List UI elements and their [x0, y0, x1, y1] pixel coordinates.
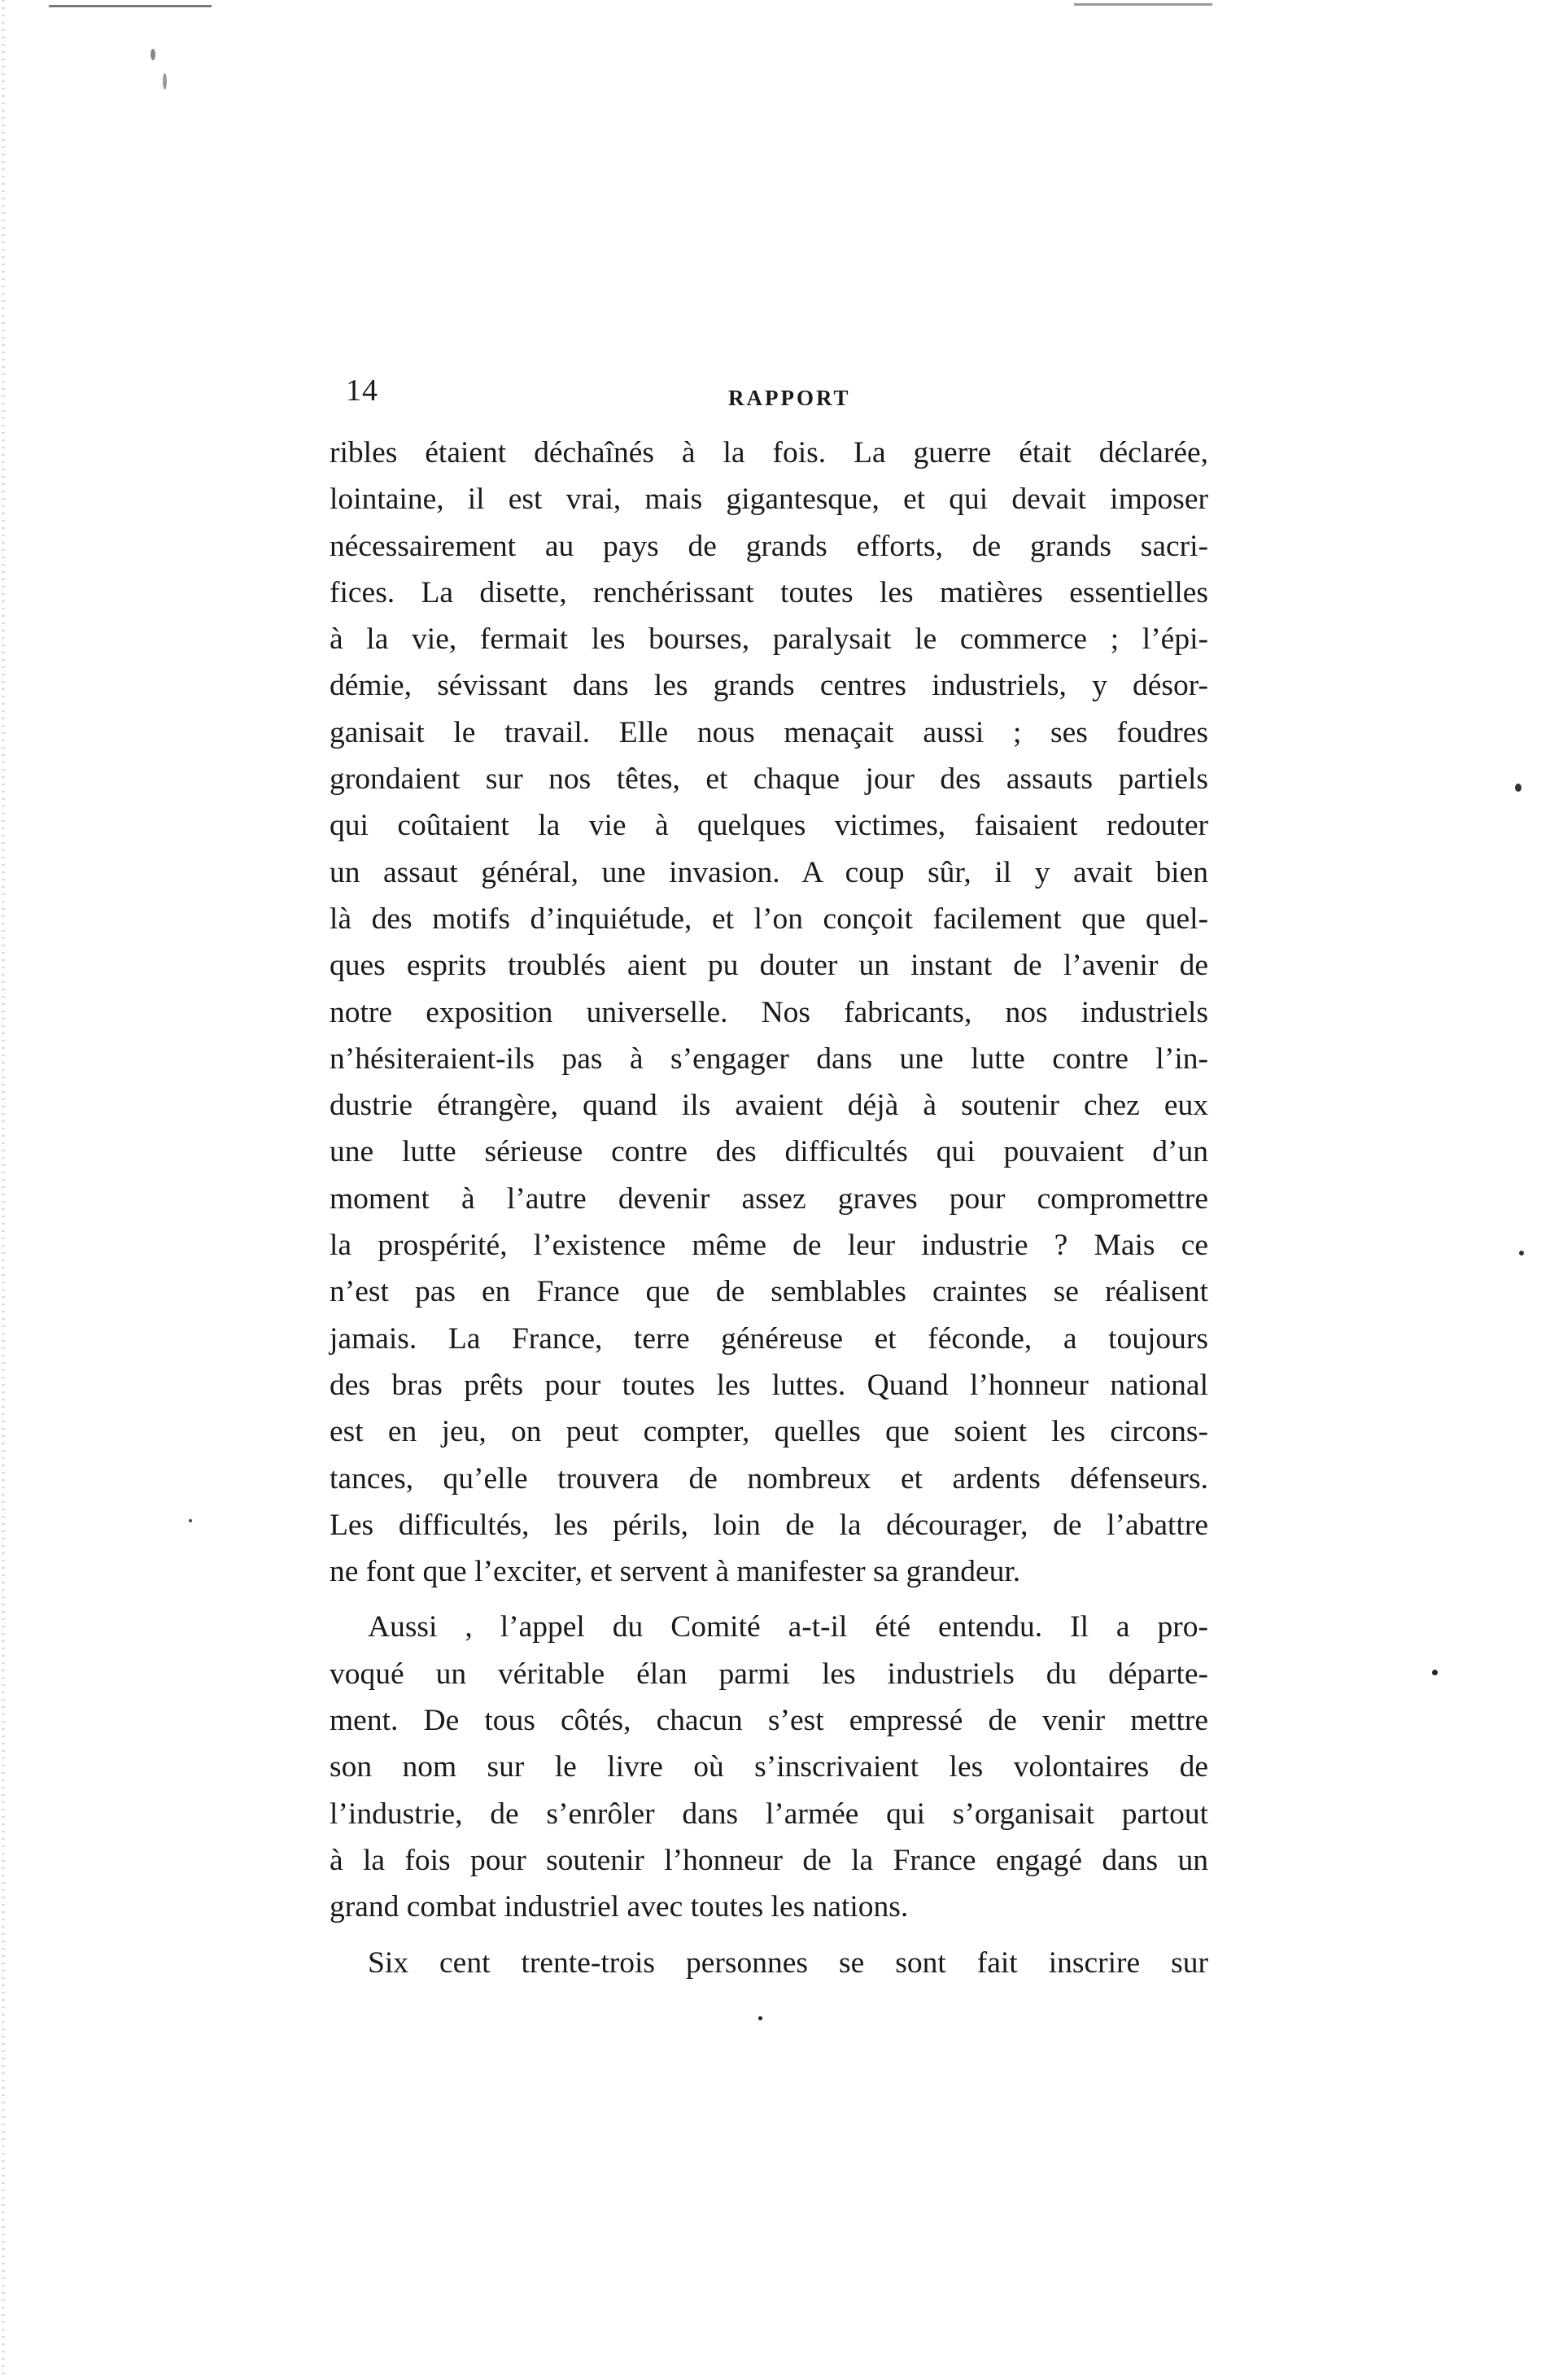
- text-line: ment. De tous côtés, chacun s’est empressé de venir mettre: [330, 1704, 1208, 1738]
- paragraph-gap: [330, 1595, 1208, 1604]
- text-line: qui coûtaient la vie à quelques victimes, faisaient redouter: [330, 809, 1208, 843]
- scan-speck: [1519, 1251, 1524, 1256]
- scan-speck: [758, 2016, 762, 2020]
- text-line: démie, sévissant dans les grands centres industriels, y désor-: [330, 669, 1208, 703]
- text-line: des bras prêts pour toutes les luttes. Quand l’honneur national: [330, 1368, 1208, 1402]
- text-line: est en jeu, on peut compter, quelles que soient les circons-: [330, 1415, 1208, 1449]
- paragraph: [330, 1604, 1208, 1930]
- scan-speck: [151, 49, 155, 60]
- text-line: l’industrie, de s’enrôler dans l’armée qui s’organisait partout: [330, 1797, 1208, 1831]
- paragraph: [330, 430, 1208, 1595]
- text-line: n’hésiteraient-ils pas à s’engager dans une lutte contre l’in-: [330, 1042, 1208, 1076]
- text-line: ques esprits troublés aient pu douter un instant de l’avenir de: [330, 949, 1208, 983]
- scan-speck: [49, 5, 212, 7]
- text-line: notre exposition universelle. Nos fabricants, nos industriels: [330, 995, 1208, 1029]
- body-text: [330, 430, 1208, 1986]
- text-line: nécessairement au pays de grands efforts, de grands sacri-: [330, 529, 1208, 563]
- text-line: là des motifs d’inquiétude, et l’on conçoit facilement que quel-: [330, 902, 1208, 936]
- scan-speck: [1074, 3, 1212, 6]
- text-line: tances, qu’elle trouvera de nombreux et ardents défenseurs.: [330, 1461, 1208, 1496]
- text-line: ribles étaient déchaînés à la fois. La guerre était déclarée,: [330, 436, 1208, 469]
- scan-speck: [189, 1519, 192, 1522]
- scan-speck: [163, 73, 167, 90]
- scan-speck: [1432, 1670, 1438, 1675]
- text-line: n’est pas en France que de semblables craintes se réalisent: [330, 1275, 1208, 1309]
- left-edge-scan-noise: [2, 0, 5, 2380]
- text-line: ganisait le travail. Elle nous menaçait aussi ; ses foudres: [330, 715, 1208, 749]
- text-line: un assaut général, une invasion. A coup sûr, il y avait bien: [330, 855, 1208, 889]
- page-number: 14: [346, 373, 378, 408]
- text-line: à la vie, fermait les bourses, paralysait le commerce ; l’épi-: [330, 622, 1208, 657]
- running-head: [330, 373, 1204, 421]
- text-line: la prospérité, l’existence même de leur industrie ? Mais ce: [330, 1229, 1208, 1263]
- text-line: fices. La disette, renchérissant toutes les matières essentielles: [330, 575, 1208, 609]
- text-line: Aussi , l’appel du Comité a-t-il été entendu. Il a pro-: [368, 1610, 1208, 1644]
- text-line: une lutte sérieuse contre des difficultés qui pouvaient d’un: [330, 1135, 1208, 1169]
- running-title: RAPPORT: [728, 386, 851, 410]
- text-line: ne font que l’exciter, et servent à manifester sa grandeur.: [330, 1555, 1021, 1589]
- text-line: Les difficultés, les périls, loin de la décourager, de l’abattre: [330, 1508, 1208, 1542]
- scan-speck: [1515, 784, 1522, 792]
- paragraph: [330, 1940, 1208, 1986]
- text-line: grand combat industriel avec toutes les nations.: [330, 1890, 909, 1924]
- text-line: jamais. La France, terre généreuse et féconde, a toujours: [330, 1321, 1208, 1356]
- text-line: à la fois pour soutenir l’honneur de la France engagé dans un: [330, 1843, 1208, 1877]
- text-line: moment à l’autre devenir assez graves pour compromettre: [330, 1181, 1208, 1216]
- text-line: grondaient sur nos têtes, et chaque jour des assauts partiels: [330, 762, 1208, 797]
- text-line: voqué un véritable élan parmi les industriels du départe-: [330, 1657, 1208, 1691]
- text-line: dustrie étrangère, quand ils avaient déjà à soutenir chez eux: [330, 1089, 1208, 1123]
- text-line: Six cent trente-trois personnes se sont fait inscrire sur: [368, 1945, 1208, 1980]
- paragraph-gap: [330, 1931, 1208, 1940]
- text-line: son nom sur le livre où s’inscrivaient les volontaires de: [330, 1750, 1208, 1784]
- text-line: lointaine, il est vrai, mais gigantesque, et qui devait imposer: [330, 483, 1208, 517]
